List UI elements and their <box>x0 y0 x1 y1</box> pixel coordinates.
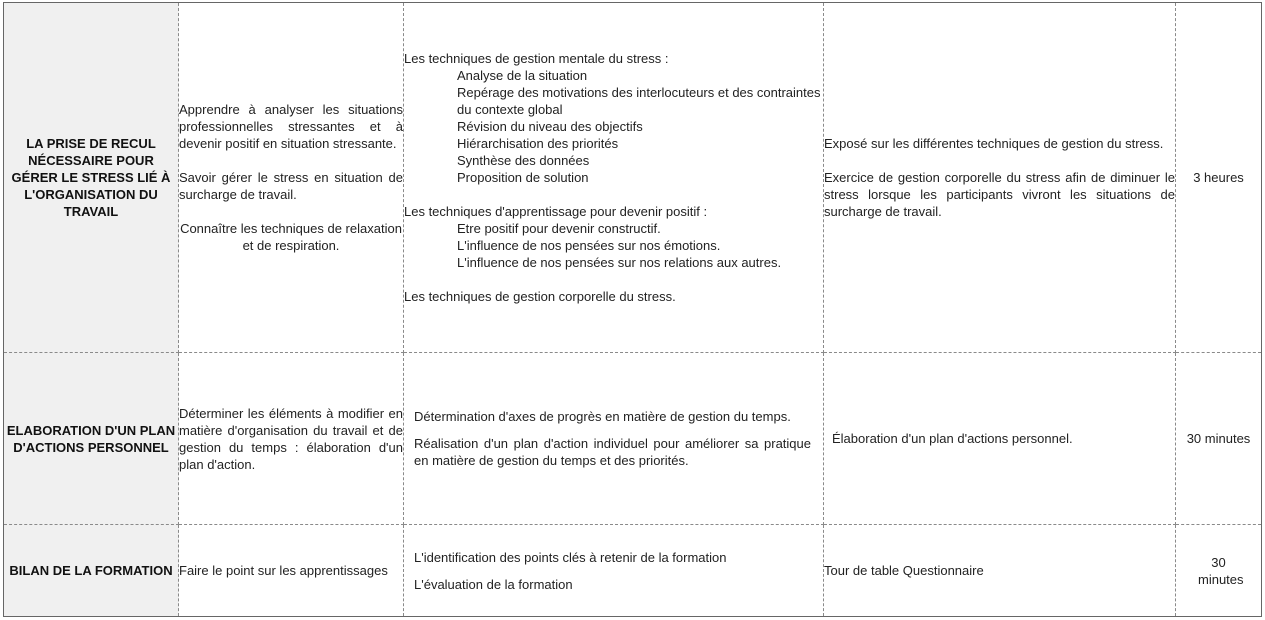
content-block-title: Les techniques de gestion corporelle du stress. <box>404 289 676 304</box>
content-block-title: Les techniques de gestion mentale du stress : <box>404 51 669 66</box>
content-text: L'identification des points clés à retenir de la formation <box>414 549 727 565</box>
duration-cell <box>1176 525 1262 617</box>
theme-cell <box>4 525 179 617</box>
list-item: Proposition de solution <box>457 170 589 185</box>
list-item: Analyse de la situation <box>457 68 588 83</box>
objective-text: Faire le point sur les apprentissages <box>179 563 388 578</box>
content-text: L'évaluation de la formation <box>414 576 573 592</box>
duration-cell <box>1176 353 1262 525</box>
list-item: Révision du niveau des objectifs <box>457 119 643 134</box>
objective-text: Connaître les techniques de relaxation et de respiration. <box>180 221 402 253</box>
content-sub-list <box>404 220 823 271</box>
method-text: Élaboration d'un plan d'actions personnel. <box>832 431 1073 446</box>
theme-cell <box>4 3 179 353</box>
content-text: Réalisation d'un plan d'action individuel pour améliorer sa pratique en matière de gestion du temps et des priorités. <box>414 436 811 468</box>
content-cell <box>404 3 824 353</box>
theme-title: BILAN DE LA FORMATION <box>9 563 173 578</box>
table-row <box>4 525 1262 617</box>
list-item: Etre positif pour devenir constructif. <box>457 221 661 236</box>
duration-cell <box>1176 3 1262 353</box>
objectives-cell <box>179 353 404 525</box>
table-row <box>4 353 1262 525</box>
methods-cell <box>824 353 1176 525</box>
objective-text: Apprendre à analyser les situations professionnelles stressantes et à devenir positif en situation stressante. <box>179 102 403 151</box>
list-item: L'influence de nos pensées sur nos émotions. <box>457 238 721 253</box>
list-item: Repérage des motivations des interlocuteurs et des contraintes du contexte global <box>457 85 821 117</box>
duration-text: 3 heures <box>1193 170 1244 185</box>
list-item: Hiérarchisation des priorités <box>457 136 619 151</box>
theme-title: LA PRISE DE RECUL NÉCESSAIRE POUR GÉRER LE STRESS LIÉ À L'ORGANISATION DU TRAVAIL <box>11 136 171 219</box>
content-block-title: Les techniques d'apprentissage pour devenir positif : <box>404 204 708 219</box>
method-text: Exposé sur les différentes techniques de gestion du stress. <box>824 136 1164 151</box>
methods-cell <box>824 3 1176 353</box>
theme-title: ELABORATION D'UN PLAN D'ACTIONS PERSONNEL <box>6 422 176 455</box>
methods-cell <box>824 525 1176 617</box>
duration-text: 30 minutes <box>1186 431 1251 446</box>
objectives-cell <box>179 525 404 617</box>
content-sub-list <box>404 67 823 186</box>
training-program-table <box>3 2 1262 617</box>
content-cell <box>404 353 824 525</box>
objective-text: Déterminer les éléments à modifier en matière d'organisation du travail et de gestion du temps : élaboration d'un plan d'action. <box>179 405 403 472</box>
objectives-cell <box>179 3 404 353</box>
duration-text: 30 minutes <box>1198 554 1244 587</box>
objective-text: Savoir gérer le stress en situation de surcharge de travail. <box>179 170 403 202</box>
method-text: Tour de table Questionnaire <box>824 563 984 578</box>
content-text: Détermination d'axes de progrès en matière de gestion du temps. <box>414 409 791 424</box>
theme-cell <box>4 353 179 525</box>
list-item: L'influence de nos pensées sur nos relations aux autres. <box>457 255 782 270</box>
method-text: Exercice de gestion corporelle du stress afin de diminuer le stress lorsque les participants vivront les situations de surcharge de travail. <box>824 170 1175 219</box>
list-item: Synthèse des données <box>457 153 590 168</box>
content-cell <box>404 525 824 617</box>
table-row <box>4 3 1262 353</box>
